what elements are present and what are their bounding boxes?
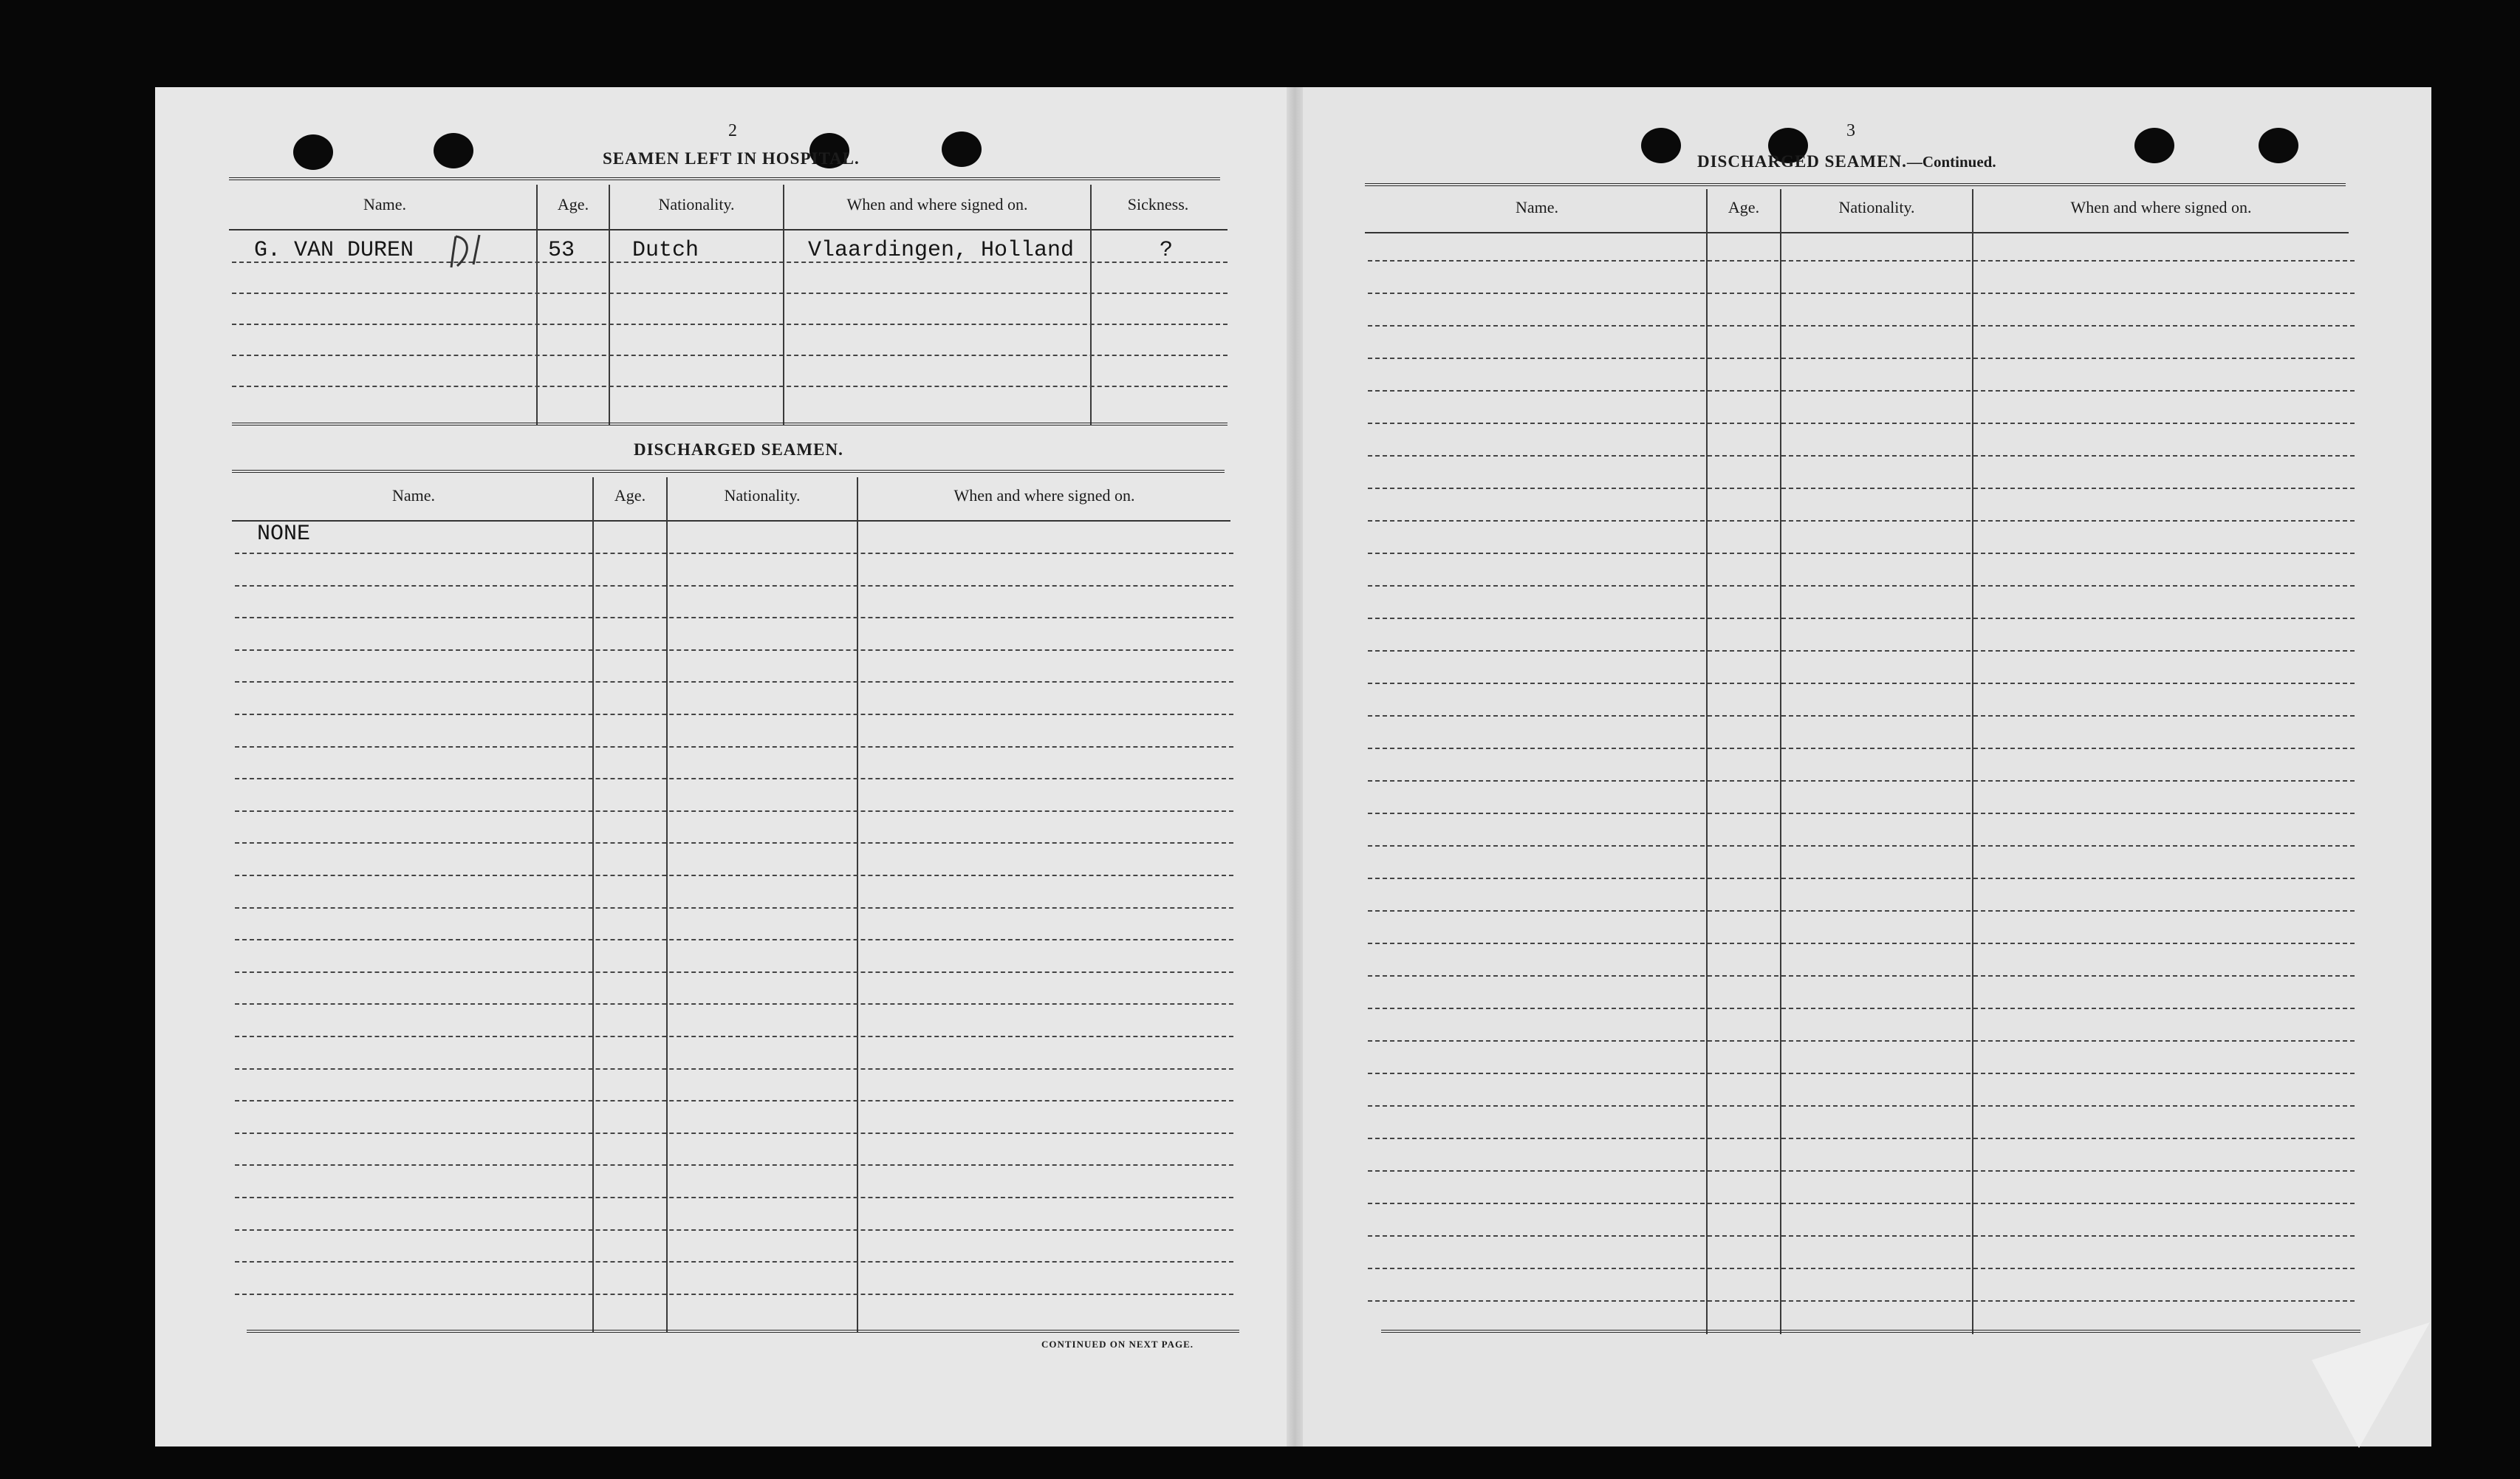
- right-page: [1294, 87, 2431, 1446]
- column-header-sickness: Sickness.: [1127, 195, 1189, 214]
- row-line: [1368, 618, 2355, 619]
- row-line: [235, 939, 1233, 940]
- row-line: [235, 746, 1233, 748]
- rule: [1365, 232, 2349, 233]
- rule: [1365, 183, 2346, 186]
- column-header-signed-on: When and where signed on.: [953, 486, 1135, 505]
- row-line: [1368, 390, 2355, 392]
- column-divider: [1090, 185, 1092, 426]
- row-line: [1368, 650, 2355, 652]
- column-divider: [1780, 189, 1781, 1334]
- row-line: [232, 324, 1228, 325]
- rule: [1381, 1330, 2360, 1333]
- rule: [232, 520, 1230, 522]
- row-line: [1368, 488, 2355, 489]
- row-line: [1368, 455, 2355, 457]
- page-number: 2: [728, 121, 737, 140]
- rule: [229, 229, 1228, 230]
- continued-note: CONTINUED ON NEXT PAGE.: [1041, 1339, 1194, 1350]
- row-line: [1368, 943, 2355, 944]
- column-header-nationality: Nationality.: [1838, 198, 1915, 216]
- column-divider: [783, 185, 784, 426]
- row-line: [235, 617, 1233, 618]
- row-line: [1368, 1300, 2355, 1302]
- column-header-age: Age.: [557, 195, 589, 214]
- column-header-name: Name.: [1515, 198, 1559, 216]
- punch-hole: [293, 134, 333, 170]
- row-line: [235, 649, 1233, 651]
- row-line: [1368, 1073, 2355, 1074]
- row-line: [235, 1164, 1233, 1166]
- row-line: [1368, 358, 2355, 359]
- row-line: [1368, 780, 2355, 782]
- row-line: [235, 875, 1233, 876]
- punch-hole: [434, 133, 473, 168]
- binding-crease: [1287, 87, 1303, 1446]
- row-line: [235, 1261, 1233, 1263]
- row-line: [1368, 1008, 2355, 1009]
- rule: [247, 1330, 1239, 1333]
- row-line: [235, 810, 1233, 812]
- column-header-signed-on: When and where signed on.: [846, 195, 1028, 214]
- row-line: [235, 1294, 1233, 1295]
- rule: [232, 470, 1225, 473]
- row-line: [1368, 683, 2355, 684]
- row-line: [232, 386, 1228, 387]
- left-page: [155, 87, 1294, 1446]
- row-line: [235, 1133, 1233, 1134]
- punch-hole: [942, 131, 982, 167]
- row-line: [235, 585, 1233, 587]
- row-line: [235, 714, 1233, 715]
- row-line: [1368, 910, 2355, 912]
- row-line: [235, 971, 1233, 973]
- column-header-age: Age.: [1728, 198, 1760, 216]
- discharged-continued-title: DISCHARGED SEAMEN.—Continued.: [1697, 152, 1996, 171]
- column-header-nationality: Nationality.: [724, 486, 801, 505]
- seaman-name: G. VAN DUREN: [254, 238, 414, 263]
- row-line: [1368, 1235, 2355, 1237]
- row-line: [232, 355, 1228, 356]
- discharged-section-title: DISCHARGED SEAMEN.: [634, 440, 843, 459]
- column-divider: [857, 477, 858, 1333]
- column-divider: [536, 185, 538, 426]
- punch-hole: [1641, 128, 1681, 163]
- column-divider: [592, 477, 594, 1333]
- row-line: [1368, 423, 2355, 424]
- seaman-signed-on: Vlaardingen, Holland: [808, 238, 1075, 263]
- row-line: [232, 293, 1228, 294]
- column-header-nationality: Nationality.: [658, 195, 735, 214]
- row-line: [1368, 1040, 2355, 1042]
- row-line: [235, 1003, 1233, 1005]
- handwritten-annotation: [447, 230, 491, 272]
- row-line: [1368, 260, 2355, 262]
- column-header-age: Age.: [614, 486, 646, 505]
- row-line: [1368, 1203, 2355, 1204]
- row-line: [1368, 813, 2355, 814]
- row-line: [1368, 553, 2355, 554]
- row-line: [235, 842, 1233, 844]
- row-line: [1368, 520, 2355, 522]
- row-line: [1368, 1170, 2355, 1172]
- row-line: [1368, 715, 2355, 717]
- row-line: [235, 1068, 1233, 1070]
- hospital-section-title: SEAMEN LEFT IN HOSPITAL.: [603, 149, 860, 168]
- row-line: [1368, 1268, 2355, 1269]
- seaman-sickness: ?: [1160, 238, 1174, 263]
- punch-hole: [2259, 128, 2298, 163]
- rule: [232, 423, 1228, 426]
- row-line: [235, 1036, 1233, 1037]
- row-line: [1368, 293, 2355, 294]
- row-line: [235, 1100, 1233, 1101]
- column-divider: [609, 185, 610, 426]
- seaman-age: 53: [548, 238, 575, 263]
- row-line: [235, 681, 1233, 683]
- row-line: [235, 1197, 1233, 1198]
- punch-hole: [2134, 128, 2174, 163]
- row-line: [1368, 1138, 2355, 1139]
- row-line: [1368, 1105, 2355, 1107]
- row-line: [235, 553, 1233, 554]
- column-header-signed-on: When and where signed on.: [2070, 198, 2252, 216]
- row-line: [1368, 975, 2355, 977]
- row-line: [235, 907, 1233, 909]
- row-line: [235, 778, 1233, 779]
- column-divider: [1972, 189, 1973, 1334]
- row-line: [1368, 748, 2355, 749]
- rule: [229, 177, 1220, 180]
- seaman-nationality: Dutch: [632, 238, 699, 263]
- column-divider: [1706, 189, 1708, 1334]
- page-number: 3: [1846, 121, 1855, 140]
- column-header-name: Name.: [391, 486, 436, 505]
- row-line: [235, 1229, 1233, 1231]
- row-line: [1368, 878, 2355, 879]
- discharged-name: NONE: [257, 522, 311, 547]
- row-line: [1368, 325, 2355, 327]
- row-line: [1368, 845, 2355, 847]
- row-line: [1368, 585, 2355, 587]
- column-header-name: Name.: [363, 195, 407, 214]
- column-divider: [666, 477, 668, 1333]
